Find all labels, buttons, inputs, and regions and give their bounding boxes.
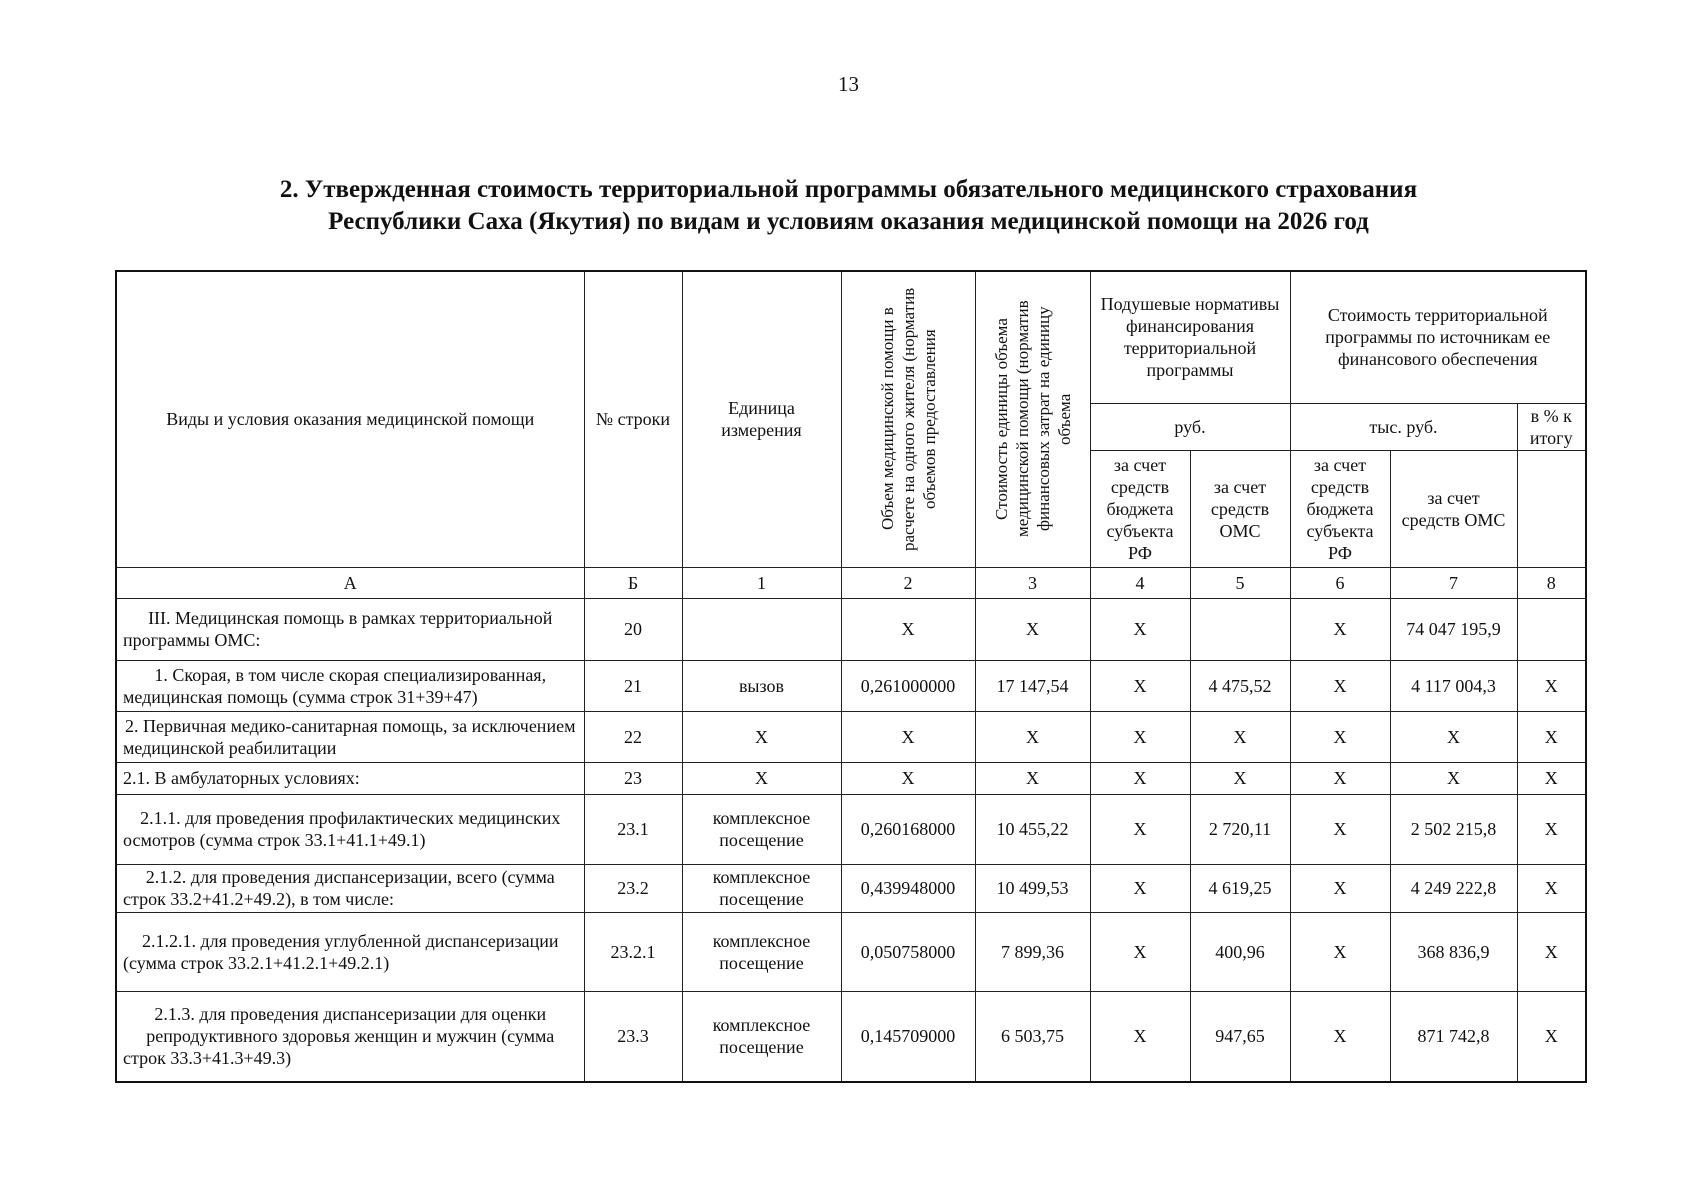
row-unit: комплексное посещение: [682, 912, 841, 991]
row-col4: X: [1090, 912, 1190, 991]
header-oms-thous: за счет средств ОМС: [1390, 450, 1517, 567]
row-unit: комплексное посещение: [682, 864, 841, 912]
row-col7: X: [1390, 762, 1517, 794]
row-volume: X: [841, 711, 975, 762]
table-row: [116, 864, 1586, 912]
title-line-2: Республики Саха (Якутия) по видам и условиям оказания медицинской помощи на 2026 год: [328, 208, 1369, 235]
row-col8: X: [1517, 711, 1586, 762]
header-types: Виды и условия оказания медицинской помощи: [116, 271, 584, 567]
row-col4: X: [1090, 864, 1190, 912]
header-percent-blank: [1517, 450, 1586, 567]
row-col6: X: [1290, 912, 1390, 991]
row-volume: 0,145709000: [841, 991, 975, 1082]
header-row-no: № строки: [584, 271, 682, 567]
header-oms-rub: за счет средств ОМС: [1190, 450, 1290, 567]
row-cost: 7 899,36: [975, 912, 1090, 991]
header-program-cost: Стоимость территориальной программы по источникам ее финансового обеспечения: [1290, 271, 1586, 403]
row-col8: X: [1517, 991, 1586, 1082]
title-line-1: 2. Утвержденная стоимость территориальной программы обязательного медицинского страхования: [279, 176, 1418, 203]
row-unit: комплексное посещение: [682, 991, 841, 1082]
row-name: 2.1.1. для проведения профилактических медицинских осмотров (сумма строк 33.1+41.1+49.1): [116, 794, 584, 864]
row-col5: 400,96: [1190, 912, 1290, 991]
header-per-capita: Подушевые нормативы финансирования территориальной программы: [1090, 271, 1290, 403]
table-row: [116, 711, 1586, 762]
row-volume: 0,050758000: [841, 912, 975, 991]
row-col7: 4 249 222,8: [1390, 864, 1517, 912]
row-col5: 4 475,52: [1190, 660, 1290, 711]
row-col7: 74 047 195,9: [1390, 598, 1517, 660]
table-row: [116, 912, 1586, 991]
page-number: 13: [838, 72, 859, 96]
row-cost: 10 499,53: [975, 864, 1090, 912]
row-volume: 0,439948000: [841, 864, 975, 912]
header-rub: руб.: [1090, 403, 1290, 450]
header-percent: в % к итогу: [1517, 403, 1586, 450]
header-budget-rf-rub: за счет средств бюджета субъекта РФ: [1090, 450, 1190, 567]
row-col8: X: [1517, 762, 1586, 794]
header-cost-unit: [975, 271, 1090, 567]
row-volume: X: [841, 598, 975, 660]
row-col5: 947,65: [1190, 991, 1290, 1082]
row-no: 21: [584, 660, 682, 711]
column-number: Б: [584, 567, 682, 598]
row-no: 23.3: [584, 991, 682, 1082]
row-col6: X: [1290, 711, 1390, 762]
row-col7: 871 742,8: [1390, 991, 1517, 1082]
row-col4: X: [1090, 711, 1190, 762]
row-no: 23.1: [584, 794, 682, 864]
row-cost: X: [975, 762, 1090, 794]
row-no: 22: [584, 711, 682, 762]
document-title: [0, 174, 1697, 238]
row-col5: [1190, 598, 1290, 660]
row-col4: X: [1090, 991, 1190, 1082]
row-no: 20: [584, 598, 682, 660]
row-unit: X: [682, 762, 841, 794]
row-cost: X: [975, 598, 1090, 660]
header-volume-text: Объем медицинской помощи в расчете на одного жителя (норматив объемов предоставления: [877, 287, 939, 551]
column-number: 6: [1290, 567, 1390, 598]
row-no: 23.2.1: [584, 912, 682, 991]
row-cost: 17 147,54: [975, 660, 1090, 711]
column-number: 2: [841, 567, 975, 598]
row-col8: X: [1517, 864, 1586, 912]
row-col6: X: [1290, 991, 1390, 1082]
column-number: 5: [1190, 567, 1290, 598]
row-col6: X: [1290, 660, 1390, 711]
header-unit: Единица измерения: [682, 271, 841, 567]
row-volume: 0,260168000: [841, 794, 975, 864]
table-row: [116, 660, 1586, 711]
row-name: 2. Первичная медико-санитарная помощь, за исключением медицинской реабилитации: [116, 711, 584, 762]
row-col6: X: [1290, 864, 1390, 912]
table-row: [116, 794, 1586, 864]
row-name: 1. Скорая, в том числе скорая специализированная, медицинская помощь (сумма строк 31+39+47): [116, 660, 584, 711]
row-col7: X: [1390, 711, 1517, 762]
row-unit: вызов: [682, 660, 841, 711]
row-no: 23: [584, 762, 682, 794]
row-col8: X: [1517, 660, 1586, 711]
row-cost: 6 503,75: [975, 991, 1090, 1082]
row-volume: 0,261000000: [841, 660, 975, 711]
row-unit: [682, 598, 841, 660]
column-number: 4: [1090, 567, 1190, 598]
row-col6: X: [1290, 762, 1390, 794]
column-number: А: [116, 567, 584, 598]
row-col6: X: [1290, 598, 1390, 660]
row-col4: X: [1090, 660, 1190, 711]
row-col6: X: [1290, 794, 1390, 864]
row-col5: 4 619,25: [1190, 864, 1290, 912]
row-col4: X: [1090, 794, 1190, 864]
row-unit: X: [682, 711, 841, 762]
table-row: [116, 762, 1586, 794]
row-name: 2.1. В амбулаторных условиях:: [116, 762, 584, 794]
row-no: 23.2: [584, 864, 682, 912]
row-name: 2.1.2. для проведения диспансеризации, всего (сумма строк 33.2+41.2+49.2), в том числе:: [116, 864, 584, 912]
row-col4: X: [1090, 598, 1190, 660]
column-number: 7: [1390, 567, 1517, 598]
row-col8: X: [1517, 794, 1586, 864]
row-col5: X: [1190, 711, 1290, 762]
row-col8: X: [1517, 912, 1586, 991]
row-col5: X: [1190, 762, 1290, 794]
row-col7: 368 836,9: [1390, 912, 1517, 991]
row-cost: X: [975, 711, 1090, 762]
row-volume: X: [841, 762, 975, 794]
row-col4: X: [1090, 762, 1190, 794]
row-col7: 4 117 004,3: [1390, 660, 1517, 711]
row-col8: [1517, 598, 1586, 660]
row-unit: комплексное посещение: [682, 794, 841, 864]
row-name: 2.1.2.1. для проведения углубленной диспансеризации (сумма строк 33.2.1+41.2.1+49.2.1): [116, 912, 584, 991]
row-cost: 10 455,22: [975, 794, 1090, 864]
row-name: 2.1.3. для проведения диспансеризации для оценки репродуктивного здоровья женщин и мужчин (сумма строк 33.3+41.3+49.3): [116, 991, 584, 1082]
row-name: III. Медицинская помощь в рамках территориальной программы ОМС:: [116, 598, 584, 660]
header-cost-unit-text: Стоимость единицы объема медицинской помощи (норматив финансовых затрат на единицу объема: [991, 300, 1074, 538]
header-budget-rf-thous: за счет средств бюджета субъекта РФ: [1290, 450, 1390, 567]
row-col7: 2 502 215,8: [1390, 794, 1517, 864]
table-row: [116, 598, 1586, 660]
row-col5: 2 720,11: [1190, 794, 1290, 864]
header-thous-rub: тыс. руб.: [1290, 403, 1517, 450]
column-numbers-row: [116, 567, 1586, 598]
cost-table: [115, 270, 1587, 1083]
table-row: [116, 991, 1586, 1082]
column-number: 3: [975, 567, 1090, 598]
column-number: 8: [1517, 567, 1586, 598]
header-volume: [841, 271, 975, 567]
column-number: 1: [682, 567, 841, 598]
